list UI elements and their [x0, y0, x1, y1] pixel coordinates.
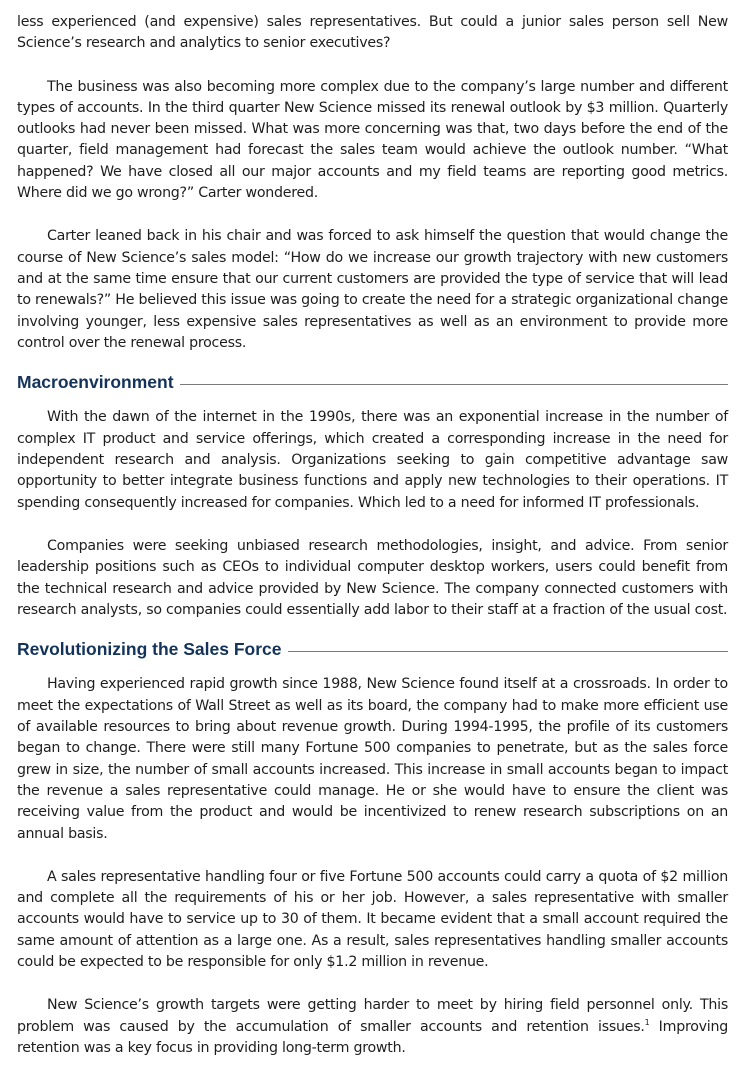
section-heading-macroenvironment: [17, 372, 728, 393]
section-divider: [288, 651, 729, 652]
section-heading-sales-force: [17, 639, 728, 660]
paragraph-growth-targets: [17, 995, 728, 1059]
paragraph-intro-continued: less experienced (and expensive) sales representatives. But could a junior sales person sell New Science’s research and analytics to senior executives?: [17, 14, 728, 52]
paragraph-unbiased-research: Companies were seeking unbiased research methodologies, insight, and advice. From senior leadership positions such as CEOs to individual computer desktop workers, users could benefit from the technical research and advice provided by New Science. The company connected customers with research analysts, so companies could essentially add labor to their staff at a fraction of the usual cost.: [17, 537, 728, 618]
paragraph-growth-targets-text: New Science’s growth targets were getting harder to meet by hiring field personnel only. This problem was caused by the accumulation of smaller accounts and retention issues.: [17, 997, 728, 1035]
paragraph-business-complexity: The business was also becoming more complex due to the company’s large number and different types of accounts. In the third quarter New Science missed its renewal outlook by $3 million. Quarterly outlooks had never been missed. What was more concerning was that, two days before the end of the quarter, field management had forecast the sales team would achieve the outlook number. “What happened? We have closed all our major accounts and my field teams are reporting good metrics. Where did we go wrong?” Carter wondered.: [17, 78, 728, 202]
paragraph-carter-question: Carter leaned back in his chair and was forced to ask himself the question that would change the course of New Science’s sales model: “How do we increase our growth trajectory with new customers and at the same time ensure that our current customers are provided the type of service that will lead to renewals?” He believed this issue was going to create the need for a strategic organizational change involving younger, less expensive sales representatives as well as an environment to provide more control over the renewal process.: [17, 228, 728, 351]
section-title-macroenvironment: Macroenvironment: [17, 372, 174, 393]
paragraph-internet-growth: With the dawn of the internet in the 1990s, there was an exponential increase in the number of complex IT product and service offerings, which created a corresponding increase in the need for independent research and analysis. Organizations seeking to gain competitive advantage saw opportunity to better integrate business functions and apply new technologies to their operations. IT spending consequently increased for companies. Which led to a need for informed IT professionals.: [17, 409, 728, 511]
section-divider: [180, 384, 728, 385]
paragraph-rapid-growth: Having experienced rapid growth since 1988, New Science found itself at a crossroads. In order to meet the expectations of Wall Street as well as its board, the company had to make more efficient use of available resources to bring about revenue growth. During 1994-1995, the profile of its customers began to change. There were still many Fortune 500 companies to penetrate, but as the sales force grew in size, the number of small accounts increased. This increase in small accounts began to impact the revenue a sales representative could manage. He or she would have to ensure the client was receiving value from the product and would be incentivized to renew research subscriptions on an annual basis.: [17, 676, 728, 842]
paragraph-quota-comparison: A sales representative handling four or five Fortune 500 accounts could carry a quota of $2 million and complete all the requirements of his or her job. However, a sales representative with smaller accounts would have to service up to 30 of them. It became evident that a small account required the same amount of attention as a large one. As a result, sales representatives handling smaller accounts could be expected to be responsible for only $1.2 million in revenue.: [17, 868, 728, 970]
section-title-sales-force: Revolutionizing the Sales Force: [17, 639, 282, 660]
paragraph-growth-targets-tail: Improving retention was a key focus in providing long-term growth.: [17, 1018, 728, 1056]
footnote-marker: 1: [644, 1017, 650, 1027]
